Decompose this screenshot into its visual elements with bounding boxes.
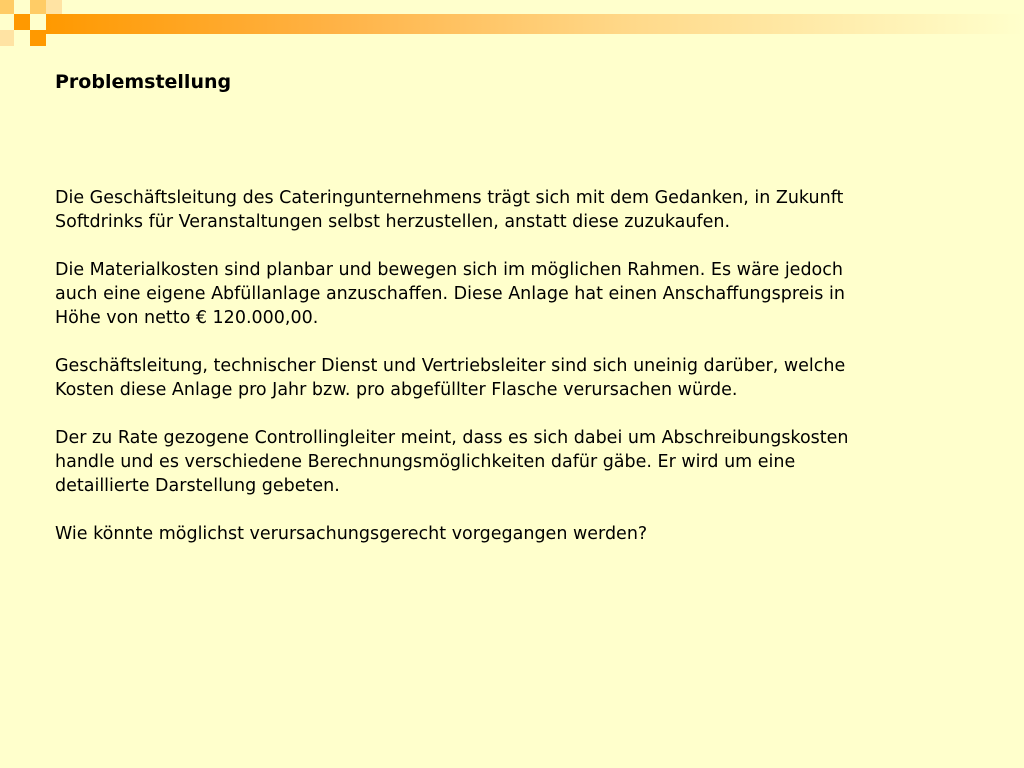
slide-body [55,186,855,570]
deco-square [0,30,14,46]
deco-square [46,0,62,14]
deco-square [30,0,46,14]
paragraph: Wie könnte möglichst verursachungsgerecht vorgegangen werden? [55,524,648,544]
paragraph: Geschäftsleitung, technischer Dienst und Vertriebsleiter sind sich uneinig darüber, welche Kosten diese Anlage pro Jahr bzw. pro abgefüllter Flasche verursachen würde. [55,356,846,400]
deco-square [30,30,46,46]
deco-gradient-bar [46,14,1024,34]
paragraph: Der zu Rate gezogene Controllingleiter meint, dass es sich dabei um Abschreibungskosten handle und es verschiedene Berechnungsmöglichkeiten dafür gäbe. Er wird um eine detaillierte Darstellung gebeten. [55,428,849,496]
deco-square [0,0,14,14]
paragraph: Die Materialkosten sind planbar und bewegen sich im möglichen Rahmen. Es wäre jedoch auch eine eigene Abfüllanlage anzuschaffen. Diese Anlage hat einen Anschaffungspreis in Höhe von netto € 120.000,00. [55,260,845,328]
paragraph: Die Geschäftsleitung des Cateringunternehmens trägt sich mit dem Gedanken, in Zukunft Softdrinks für Veranstaltungen selbst herzustellen, anstatt diese zuzukaufen. [55,188,844,232]
header-decoration [0,0,1024,64]
deco-square [14,14,30,30]
slide-title: Problemstellung [55,71,232,93]
